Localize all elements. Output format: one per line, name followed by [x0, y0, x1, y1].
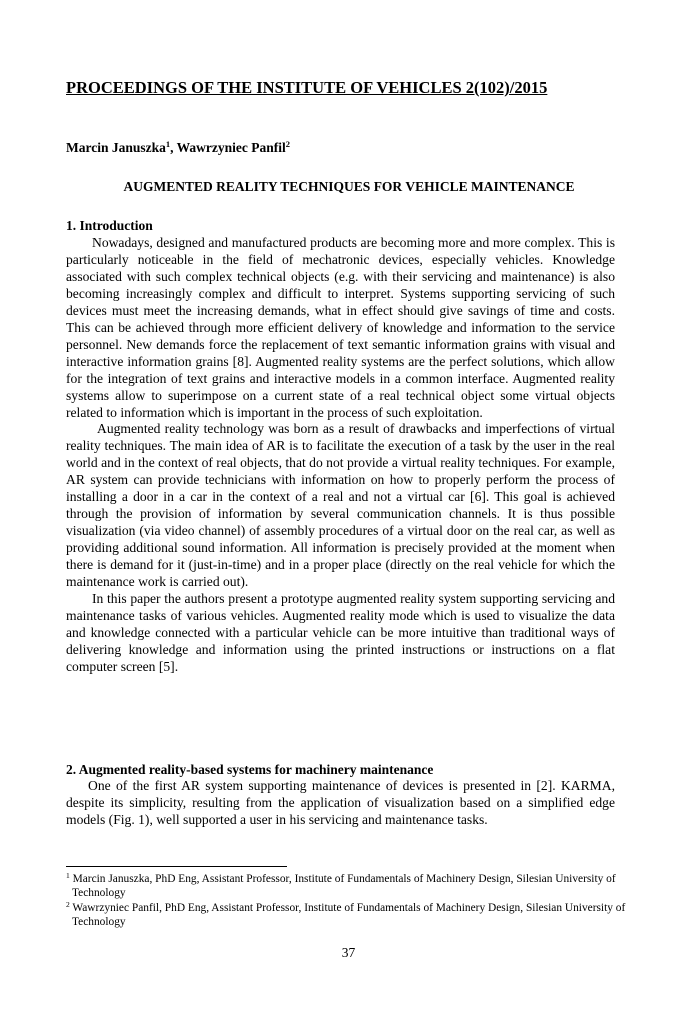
paper-title: AUGMENTED REALITY TECHNIQUES FOR VEHICLE MAINTENANCE [123, 179, 575, 194]
section-body-ar-systems [66, 778, 615, 829]
body-paragraph: Nowadays, designed and manufactured products are becoming more and more complex. This is particularly noticeable in the field of mechatronic devices, especially vehicles. Knowledge associated with such complex technical objects (e.g. with their servicing and maintenance) is also becoming increasingly complex and difficult to interpret. Systems supporting servicing of such devices must meet the increasing demands, what in effect should give savings of time and costs. This can be achieved through more efficient delivery of knowledge and information to the service personnel. New demands force the replacement of text semantic information grains with visual and interactive information grains [8]. Augmented reality systems are the perfect solutions, which allow for the integration of text grains and interactive models in a common interface. Augmented reality systems allow to superimpose on a current state of a real technical object some virtual objects related to information which is important in the process of such exploitation. [66, 235, 615, 420]
footnotes [66, 873, 626, 931]
author-footnote-mark: 2 [285, 139, 291, 149]
author-line [66, 140, 290, 156]
section-body-introduction [66, 235, 615, 676]
author-footnote-mark: 1 [165, 139, 171, 149]
body-paragraph: In this paper the authors present a prototype augmented reality system supporting servicing and maintenance tasks of various vehicles. Augmented reality mode which is used to visualize the data and knowledge connected with a particular vehicle can be more intuitive than traditional ways of delivering knowledge and information using the printed instructions or instructions on a flat computer screen [5]. [66, 591, 615, 674]
footnote-divider [66, 866, 287, 867]
body-paragraph: Augmented reality technology was born as a result of drawbacks and imperfections of virtual reality techniques. The main idea of AR is to facilitate the execution of a task by the user in the real world and in the context of real objects, that do not provide a virtual reality techniques. For example, AR system can provide technicians with information on how to properly perform the process of installing a door in a car in the context of a real and not a virtual car [6]. This goal is achieved through the provision of information by several communication channels. It is thus possible visualization (via video channel) of assembly procedures of a virtual door on the real car, as well as providing additional sound information. All information is precisely provided at the moment when there is demand for it (just-in-time) and in a proper place (directly on the real vehicle for which the maintenance work is carried out). [66, 421, 615, 590]
footnote-text: Wawrzyniec Panfil, PhD Eng, Assistant Professor, Institute of Fundamentals of Machinery Design, Silesian University of Technology [72, 902, 626, 928]
author-name: Wawrzyniec Panfil [176, 140, 286, 155]
footnote [66, 902, 626, 929]
section-heading-ar-systems: 2. Augmented reality-based systems for machinery maintenance [66, 762, 434, 777]
footnote-mark: 1 [66, 871, 70, 880]
author-separator: , [170, 140, 177, 155]
author-name: Marcin Januszka [66, 140, 166, 155]
journal-title: PROCEEDINGS OF THE INSTITUTE OF VEHICLES 2(102)/2015 [66, 78, 548, 97]
footnote-mark: 2 [66, 900, 70, 910]
footnote-text: Marcin Januszka, PhD Eng, Assistant Professor, Institute of Fundamentals of Machinery Design, Silesian University of Technology [72, 873, 616, 899]
footnote [66, 873, 626, 900]
section-heading-introduction: 1. Introduction [66, 218, 153, 233]
body-paragraph: One of the first AR system supporting maintenance of devices is presented in [2]. KARMA, despite its simplicity, resulting from the application of visualization based on a simplified edge models (Fig. 1), well supported a user in his servicing and maintenance tasks. [66, 778, 615, 827]
page-number: 37 [341, 945, 356, 960]
